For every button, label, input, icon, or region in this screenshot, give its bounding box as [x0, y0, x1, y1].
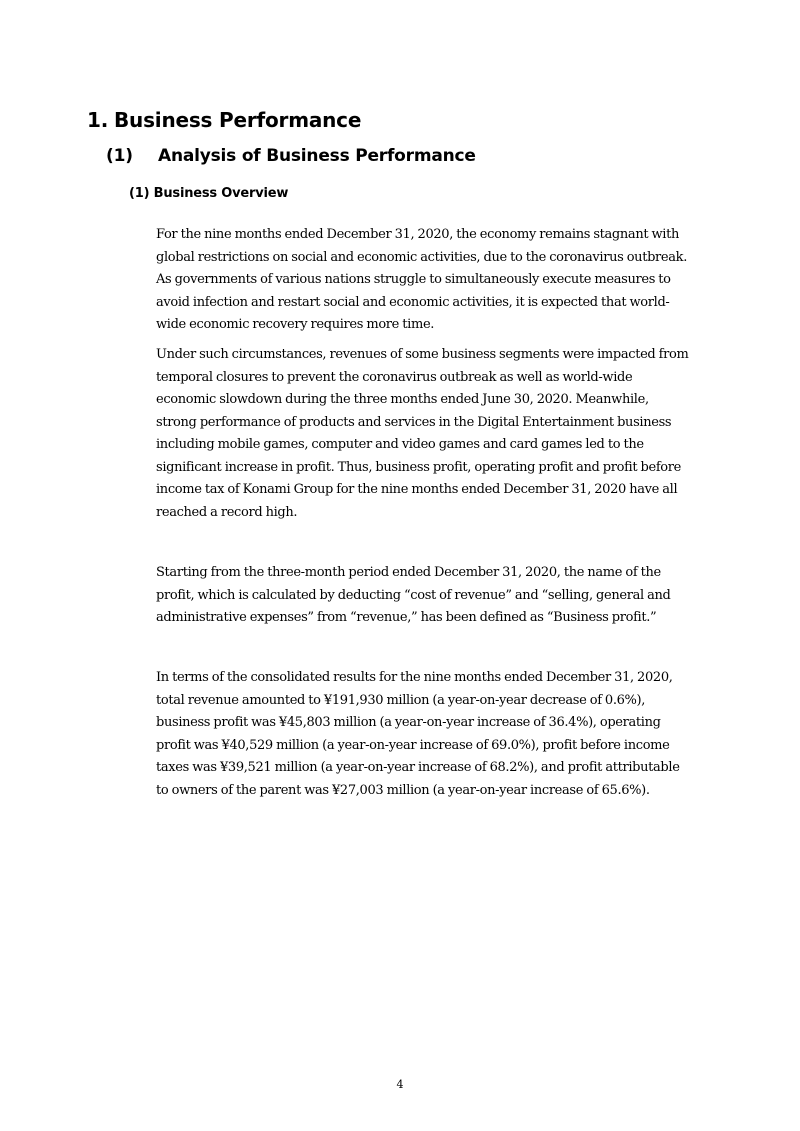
- section-heading: [87, 106, 361, 134]
- paragraph-business-profit-definition: Starting from the three-month period ended December 31, 2020, the name of the profit, which is calculated by deducting “cost of revenue” and “selling, general and administrative expenses” from “revenue,” has been defined as “Business profit.”: [156, 565, 671, 625]
- page-number: 4: [396, 1078, 404, 1091]
- section-title: Business Performance: [114, 108, 362, 132]
- paragraph-circumstances: Under such circumstances, revenues of some business segments were impacted from temporal closures to prevent the coronavirus outbreak as well as world-wide economic slowdown during the three months ended June 30, 2020. Meanwhile, strong performance of products and services in the Digital Entertainment business including mobile games, computer and video games and card games led to the significant increase in profit. Thus, business profit, operating profit and profit before income tax of Konami Group for the nine months ended December 31, 2020 have all reached a record high.: [156, 347, 689, 520]
- paragraph-consolidated-results: In terms of the consolidated results for the nine months ended December 31, 2020, total revenue amounted to ¥191,930 million (a year-on-year decrease of 0.6%), business profit was ¥45,803 million (a year-on-year increase of 36.4%), operating profit was ¥40,529 million (a year-on-year increase of 69.0%), profit before income taxes was ¥39,521 million (a year-on-year increase of 68.2%), and profit attributable to owners of the parent was ¥27,003 million (a year-on-year increase of 65.6%).: [156, 670, 680, 798]
- subsection-title: Analysis of Business Performance: [158, 146, 476, 166]
- subsection-heading: [106, 144, 476, 168]
- subsubsection-heading: (1) Business Overview: [129, 186, 289, 201]
- subsection-number: (1): [106, 146, 133, 166]
- paragraph-economy-overview: For the nine months ended December 31, 2020, the economy remains stagnant with global restrictions on social and economic activities, due to the coronavirus outbreak. As governments of various nations struggle to simultaneously execute measures to avoid infection and restart social and economic activities, it is expected that world-wide economic recovery requires more time.: [156, 227, 687, 332]
- section-number: 1.: [87, 108, 109, 132]
